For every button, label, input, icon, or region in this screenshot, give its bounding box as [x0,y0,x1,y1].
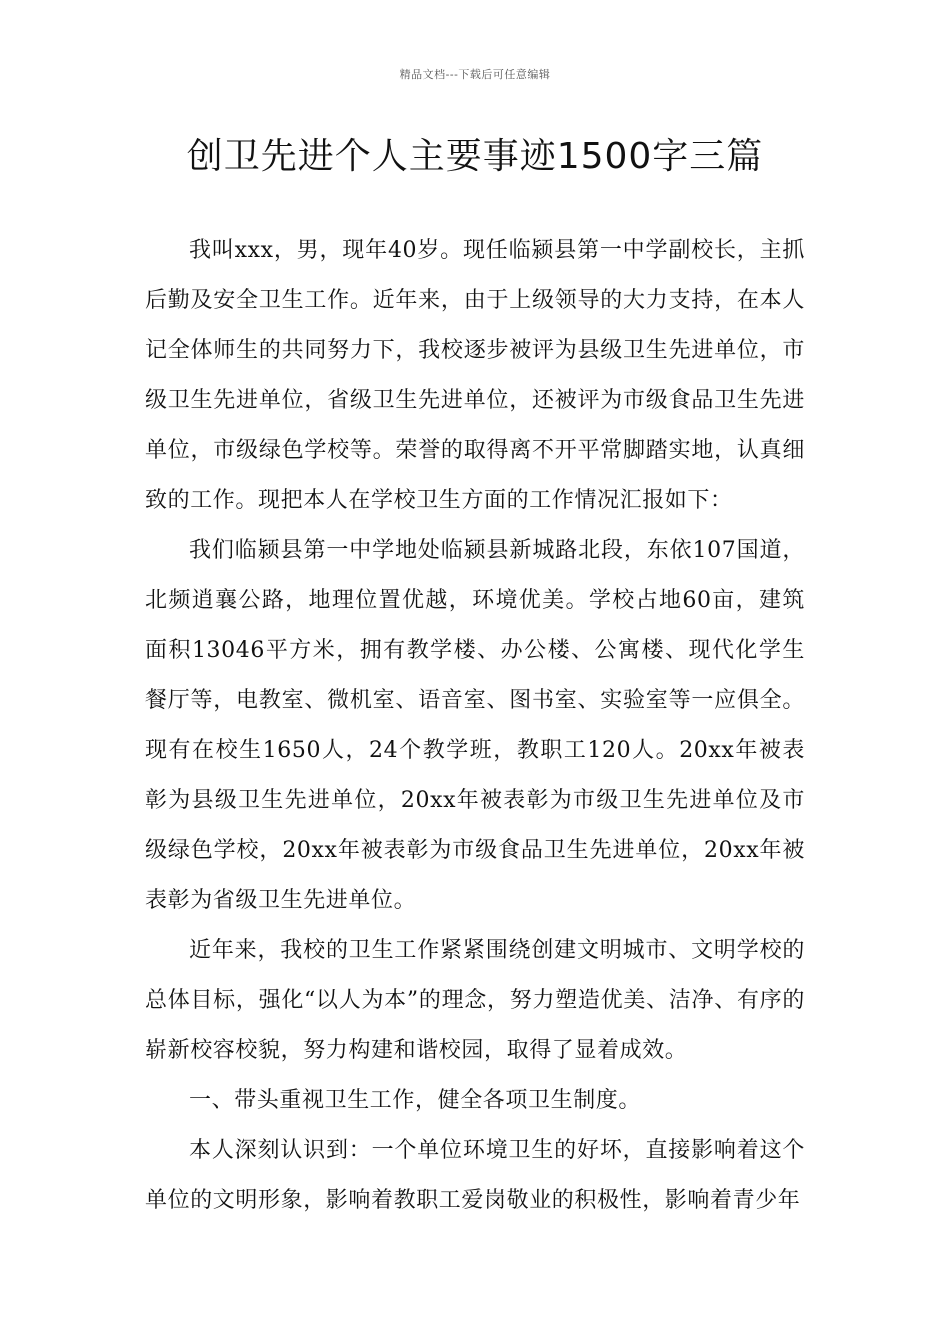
paragraph-awareness: 本人深刻认识到：一个单位环境卫生的好坏，直接影响着这个单位的文明形象，影响着教职工爱岗敬业的积极性，影响着青少年 [145,1138,805,1213]
paragraph-intro: 我叫xxx，男，现年40岁。现任临颍县第一中学副校长，主抓后勤及安全卫生工作。近年来，由于上级领导的大力支持，在本人记全体师生的共同努力下，我校逐步被评为县级卫生先进单位，市级卫生先进单位，省级卫生先进单位，还被评为市级食品卫生先进单位，市级绿色学校等。荣誉的取得离不开平常脚踏实地，认真细致的工作。现把本人在学校卫生方面的工作情况汇报如下： [145,238,805,513]
document-title: 创卫先进个人主要事迹1500字三篇 [186,136,764,177]
header-note: 精品文档---下载后可任意编辑 [399,68,551,81]
paragraph-recent-work: 近年来，我校的卫生工作紧紧围绕创建文明城市、文明学校的总体目标，强化“以人为本”的理念，努力塑造优美、洁净、有序的崭新校容校貌，努力构建和谐校园，取得了显着成效。 [145,938,805,1063]
document-body [145,226,805,1226]
section-heading-1: 一、带头重视卫生工作，健全各项卫生制度。 [189,1088,642,1113]
paragraph-school-overview: 我们临颍县第一中学地处临颍县新城路北段，东依107国道，北频逍襄公路，地理位置优越，环境优美。学校占地60亩，建筑面积13046平方米，拥有教学楼、办公楼、公寓楼、现代化学生餐厅等，电教室、微机室、语音室、图书室、实验室等一应俱全。现有在校生1650人，24个教学班，教职工120人。20xx年被表彰为县级卫生先进单位，20xx年被表彰为市级卫生先进单位及市级绿色学校，20xx年被表彰为市级食品卫生先进单位，20xx年被表彰为省级卫生先进单位。 [145,538,805,913]
